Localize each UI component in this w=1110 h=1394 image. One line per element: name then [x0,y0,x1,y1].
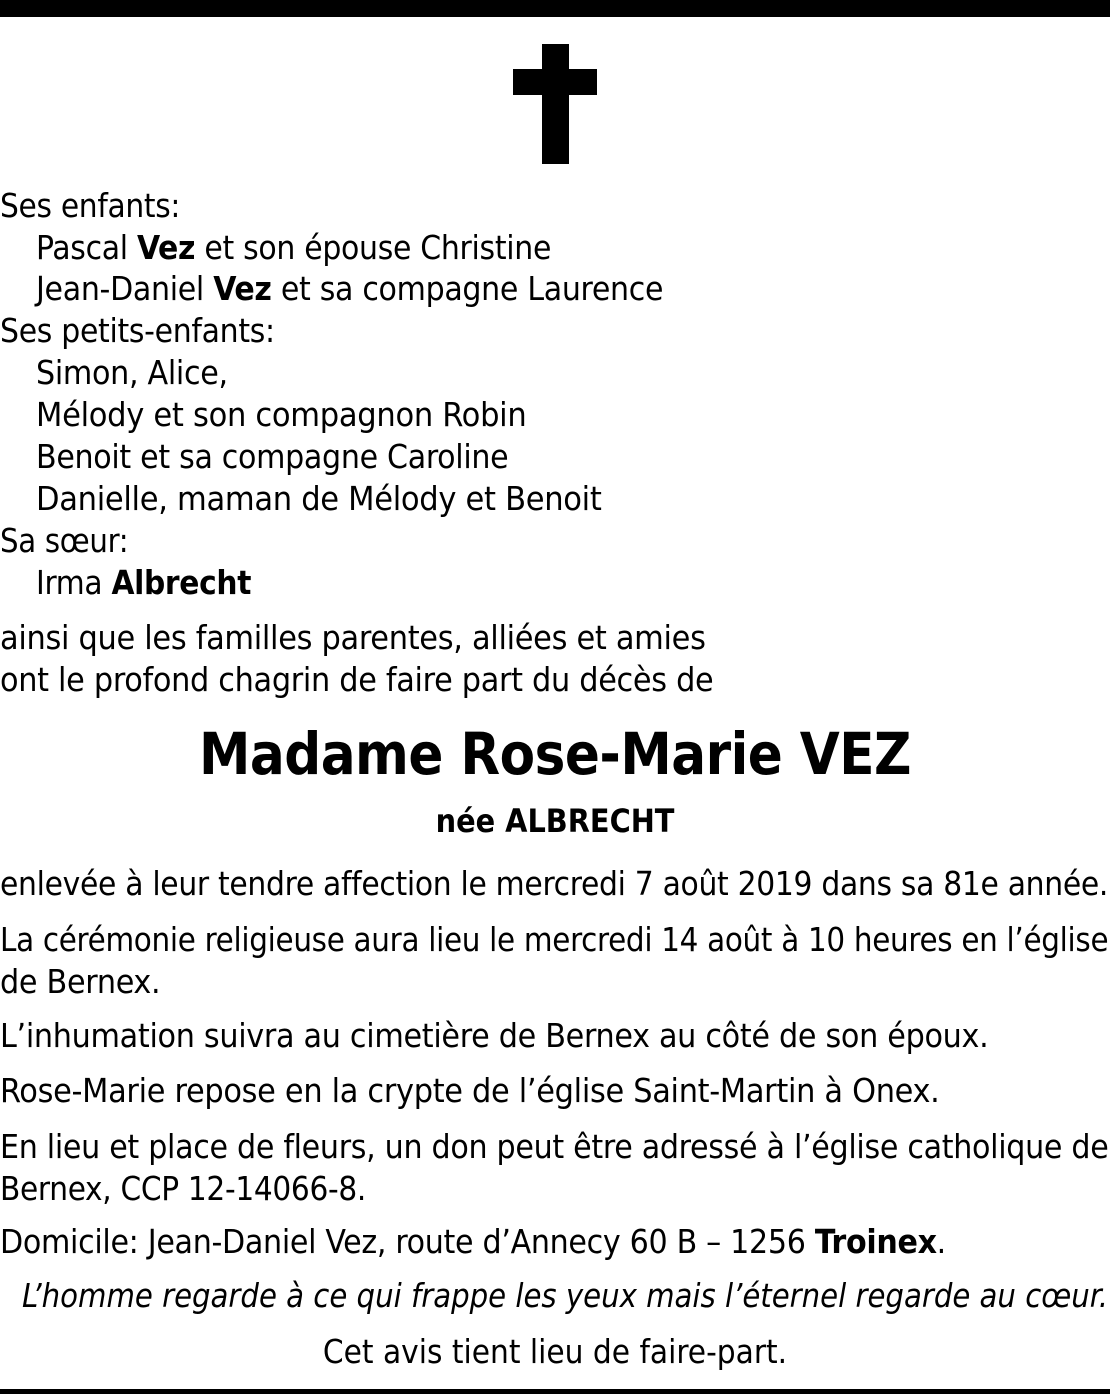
deceased-name: Madame Rose-Marie VEZ [198,720,911,788]
closing-note: Cet avis tient lieu de faire-part. [322,1332,788,1371]
donation-line: Bernex, CCP 12-14066-8. [0,1169,367,1208]
domicile: Domicile: Jean-Daniel Vez, route d’Annecy 60 B – 1256 Troinex. [0,1222,946,1261]
grandchild-line: Simon, Alice, [36,353,228,392]
maiden-name: née ALBRECHT [435,802,675,840]
grandchild-line: Danielle, maman de Mélody et Benoit [36,479,602,518]
top-rule [0,0,1110,17]
cross-icon [513,44,597,164]
child-2: Jean-Daniel Vez et sa compagne Laurence [36,269,664,308]
grandchild-line: Mélody et son compagnon Robin [36,395,527,434]
donation-line: En lieu et place de fleurs, un don peut être adressé à l’église catholique de [0,1127,1109,1166]
quote: L’homme regarde à ce qui frappe les yeux mais l’éternel regarde au cœur. [22,1276,1109,1315]
sister-name: Irma Albrecht [36,563,252,602]
child-1: Pascal Vez et son épouse Christine [36,228,552,267]
announcement-line: ainsi que les familles parentes, alliées et amies [0,618,706,657]
announcement-line: ont le profond chagrin de faire part du décès de [0,660,714,699]
grandchildren-label: Ses petits-enfants: [0,311,275,350]
rest-notice: Rose-Marie repose en la crypte de l’église Saint-Martin à Onex. [0,1071,940,1110]
children-label: Ses enfants: [0,186,181,225]
ceremony-line: de Bernex. [0,962,161,1001]
sister-label: Sa sœur: [0,521,129,560]
death-notice: enlevée à leur tendre affection le mercredi 7 août 2019 dans sa 81e année. [0,864,1109,903]
bottom-rule [0,1389,1110,1394]
grandchild-line: Benoit et sa compagne Caroline [36,437,509,476]
ceremony-line: La cérémonie religieuse aura lieu le mercredi 14 août à 10 heures en l’église [0,920,1109,959]
burial-notice: L’inhumation suivra au cimetière de Bernex au côté de son époux. [0,1016,989,1055]
